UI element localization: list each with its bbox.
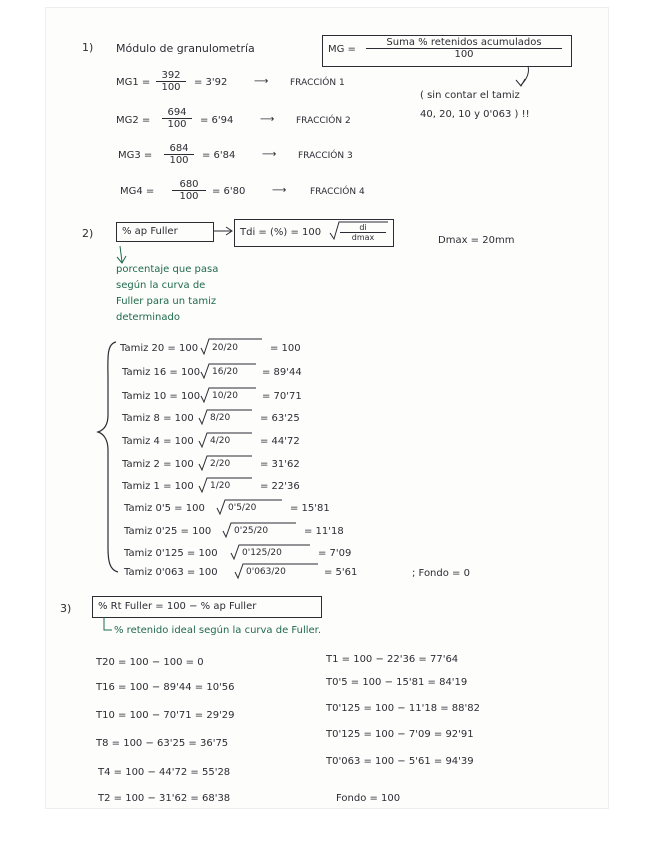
tamiz-row-result: = 15'81 bbox=[290, 503, 330, 514]
dmax-value: Dmax = 20mm bbox=[438, 235, 515, 246]
mg2-lhs: MG2 = bbox=[116, 115, 151, 126]
tamiz-row-lhs: Tamiz 2 = 100 bbox=[122, 459, 194, 470]
mg1-lhs: MG1 = bbox=[116, 77, 151, 88]
mg1-label: FRACCIÓN 1 bbox=[290, 78, 345, 88]
tamiz-row-lhs: Tamiz 4 = 100 bbox=[122, 436, 194, 447]
rt-fuller-note: % retenido ideal según la curva de Fuller. bbox=[114, 625, 322, 636]
mg4-label: FRACCIÓN 4 bbox=[310, 187, 365, 197]
fuller-note-line-2: según la curva de bbox=[116, 280, 206, 291]
tamiz-row-radicand: 10/20 bbox=[212, 391, 238, 401]
rt-right-row: T0'5 = 100 − 15'81 = 84'19 bbox=[326, 677, 468, 688]
rt-left-row: T16 = 100 − 89'44 = 10'56 bbox=[96, 682, 235, 693]
tamiz-row-result: = 7'09 bbox=[318, 548, 352, 559]
rt-left-row: T10 = 100 − 70'71 = 29'29 bbox=[96, 710, 235, 721]
tamiz-row-radicand: 0'5/20 bbox=[228, 503, 257, 513]
tamiz-row-radicand: 0'063/20 bbox=[246, 567, 286, 577]
tamiz-row-result: = 5'61 bbox=[324, 567, 358, 578]
tamiz-row-result: = 11'18 bbox=[304, 526, 344, 537]
mg-note-line-1: ( sin contar el tamiz bbox=[420, 90, 520, 101]
mg2-denominator: 100 bbox=[167, 119, 187, 130]
mg4-arrow: ⟶ bbox=[272, 185, 287, 196]
tamiz-row-result: = 89'44 bbox=[262, 367, 302, 378]
tamiz-row-result: = 44'72 bbox=[260, 436, 300, 447]
section-2-number: 2) bbox=[82, 227, 94, 240]
rt-left-row: T2 = 100 − 31'62 = 68'38 bbox=[98, 793, 231, 804]
mg3-numerator: 684 bbox=[164, 144, 194, 155]
tamiz-row-radicand: 8/20 bbox=[210, 413, 231, 423]
tamiz-row-radicand: 4/20 bbox=[210, 436, 231, 446]
mg3-result: = 6'84 bbox=[202, 150, 236, 161]
tamiz-row-lhs: Tamiz 16 = 100 bbox=[122, 367, 201, 378]
mg4-lhs: MG4 = bbox=[120, 186, 155, 197]
mg-formula-numerator: Suma % retenidos acumulados bbox=[366, 38, 562, 49]
mg-formula-denominator: 100 bbox=[454, 49, 474, 60]
mg2-arrow: ⟶ bbox=[260, 114, 275, 125]
section-3-number: 3) bbox=[60, 602, 72, 615]
fuller-formula-numerator: di bbox=[340, 224, 386, 233]
mg3-label: FRACCIÓN 3 bbox=[298, 151, 353, 161]
mg1-result: = 3'92 bbox=[194, 77, 228, 88]
mg4-numerator: 680 bbox=[172, 180, 206, 191]
tamiz-row-lhs: Tamiz 1 = 100 bbox=[122, 481, 194, 492]
rt-left-row: T20 = 100 − 100 = 0 bbox=[96, 657, 204, 668]
tamiz-row-result: = 31'62 bbox=[260, 459, 300, 470]
tamiz-row-lhs: Tamiz 20 = 100 bbox=[120, 343, 199, 354]
tamiz-row-lhs: Tamiz 8 = 100 bbox=[122, 413, 194, 424]
fuller-note-line-3: Fuller para un tamiz bbox=[116, 296, 217, 307]
mg-note-line-2: 40, 20, 10 y 0'063 ) !! bbox=[420, 109, 530, 120]
tamiz-row-lhs: Tamiz 10 = 100 bbox=[122, 391, 201, 402]
fuller-formula-denominator: dmax bbox=[351, 233, 375, 242]
section-1-number: 1) bbox=[82, 41, 94, 54]
tamiz-row-result: = 22'36 bbox=[260, 481, 300, 492]
tamiz-row-result: = 63'25 bbox=[260, 413, 300, 424]
mg1-arrow: ⟶ bbox=[254, 76, 269, 87]
tamiz-row-radicand: 20/20 bbox=[212, 343, 238, 353]
mg4-denominator: 100 bbox=[179, 191, 199, 202]
rt-right-row: T0'125 = 100 − 11'18 = 88'82 bbox=[326, 703, 480, 714]
tamiz-row-lhs: Tamiz 0'063 = 100 bbox=[124, 567, 218, 578]
section-1-title: Módulo de granulometría bbox=[116, 42, 255, 55]
mg2-numerator: 694 bbox=[162, 108, 192, 119]
mg4-result: = 6'80 bbox=[212, 186, 246, 197]
mg-formula-lhs: MG = bbox=[328, 44, 356, 55]
mg3-denominator: 100 bbox=[169, 155, 189, 166]
rt-right-row: T1 = 100 − 22'36 = 77'64 bbox=[326, 654, 459, 665]
rt-right-row: Fondo = 100 bbox=[336, 793, 401, 804]
tamiz-row-radicand: 1/20 bbox=[210, 481, 231, 491]
rt-left-row: T4 = 100 − 44'72 = 55'28 bbox=[98, 767, 231, 778]
tamiz-row-radicand: 16/20 bbox=[212, 367, 238, 377]
tamiz-row-result: = 70'71 bbox=[262, 391, 302, 402]
mg3-arrow: ⟶ bbox=[262, 149, 277, 160]
fuller-note-line-1: porcentaje que pasa bbox=[116, 264, 219, 275]
tamiz-row-radicand: 0'125/20 bbox=[242, 548, 282, 558]
tamiz-row-radicand: 0'25/20 bbox=[234, 526, 269, 536]
mg1-denominator: 100 bbox=[161, 82, 181, 93]
tamiz-row-lhs: Tamiz 0'125 = 100 bbox=[124, 548, 218, 559]
tamiz-row-radicand: 2/20 bbox=[210, 459, 231, 469]
fuller-note-line-4: determinado bbox=[116, 312, 180, 323]
ap-fuller-label: % ap Fuller bbox=[122, 226, 178, 237]
tamiz-row-lhs: Tamiz 0'5 = 100 bbox=[124, 503, 205, 514]
fondo-zero: ; Fondo = 0 bbox=[412, 568, 470, 579]
tamiz-row-lhs: Tamiz 0'25 = 100 bbox=[124, 526, 212, 537]
tamiz-row-result: = 100 bbox=[270, 343, 301, 354]
rt-left-row: T8 = 100 − 63'25 = 36'75 bbox=[96, 738, 229, 749]
rt-right-row: T0'063 = 100 − 5'61 = 94'39 bbox=[326, 756, 474, 767]
mg1-numerator: 392 bbox=[156, 71, 186, 82]
mg2-label: FRACCIÓN 2 bbox=[296, 116, 351, 126]
mg3-lhs: MG3 = bbox=[118, 150, 153, 161]
fuller-formula-lhs: Tdi = (%) = 100 bbox=[240, 227, 322, 238]
rt-right-row: T0'125 = 100 − 7'09 = 92'91 bbox=[326, 729, 474, 740]
mg2-result: = 6'94 bbox=[200, 115, 234, 126]
rt-fuller-formula: % Rt Fuller = 100 − % ap Fuller bbox=[98, 601, 257, 612]
